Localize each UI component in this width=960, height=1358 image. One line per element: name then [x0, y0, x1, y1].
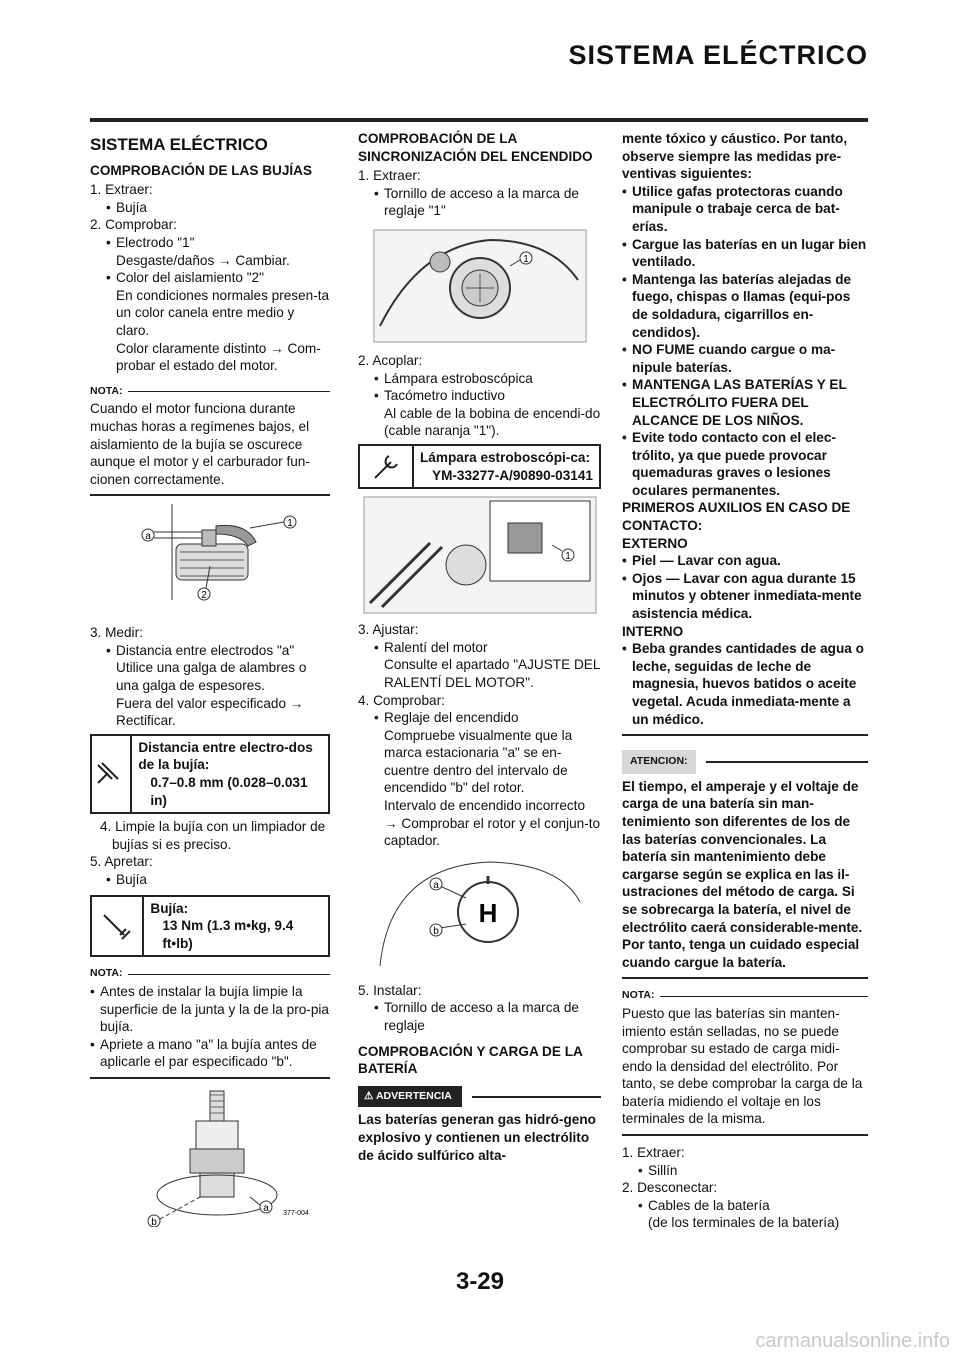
label-1: 1 [287, 518, 293, 530]
warning-bullet-1: • Utilice gafas protectoras cuando manipule o trabaje cerca de bat-erías. [622, 183, 868, 236]
step-3-detail: Utilice una galga de alambres o una galga de espesores. [116, 660, 307, 694]
spec-gap-value: 0.7–0.8 mm (0.028–0.031 in) [150, 775, 308, 808]
column-1 [90, 134, 330, 1233]
warning-label [358, 1086, 601, 1108]
spark-plug-install-illustration [100, 1087, 320, 1227]
internal-heading: INTERNO [622, 623, 684, 639]
attention-rule [706, 761, 868, 763]
section-title: SISTEMA ELÉCTRICO [90, 135, 268, 154]
nota-rule [622, 1134, 868, 1136]
nota-label: NOTA: [622, 987, 868, 1005]
label-2: 2 [201, 590, 207, 602]
step-1-item: • Tornillo de acceso a la marca de reglaje "1" [358, 185, 601, 220]
step-2-item-a: • Lámpara estroboscópica [358, 370, 601, 388]
step-4-detail: Compruebe visualmente que la marca estacionaria "a" se en-cuentre dentro del intervalo de encendido "b" del rotor. [384, 727, 573, 796]
step-2: 2. Comprobar: [90, 217, 177, 233]
warning-rule [472, 1096, 601, 1098]
first-aid-title: PRIMEROS AUXILIOS EN CASO DE CONTACTO: [622, 500, 851, 534]
step-5-item: • Tornillo de acceso a la marca de reglaje [358, 999, 601, 1034]
step-2-item-b: • Tacómetro inductivo [358, 387, 601, 405]
warning-end-rule [622, 734, 868, 736]
timing-mark-illustration [370, 856, 590, 976]
label-a-2: a [263, 1202, 269, 1214]
torque-wrench-icon [92, 897, 144, 956]
nota-text: Cuando el motor funciona durante muchas horas a regímenes bajos, el aislamiento de la bujía se oscurece aunque el motor y el carburador fun-cionen correctamente. [90, 401, 310, 487]
feeler-gauge-icon [92, 736, 132, 812]
page-number: 3-29 [455, 1268, 505, 1295]
spec-torque-title: Bujía: [150, 900, 189, 916]
step-2-item-b-detail: En condiciones normales presen-ta un color canela entre medio y claro. [116, 287, 330, 338]
subsection-title-ignition: COMPROBACIÓN DE LA SINCRONIZACIÓN DEL ENCENDIDO [358, 131, 593, 164]
warning-bullet-3: • Mantenga las baterías alejadas de fuego, chispas o llamas (equi-pos de soldadura, cigarrillos en-cendidos). [622, 271, 868, 341]
step-1: 1. Extraer: [622, 1145, 685, 1161]
step-3-detail: Consulte el apartado "AJUSTE DEL RALENTÍ DEL MOTOR". [384, 657, 600, 690]
label-1: 1 [522, 253, 529, 265]
step-2-item-b-detail-2: Color claramente distinto → Com-probar el estado del motor. [116, 340, 321, 374]
step-2-item: • Cables de la batería [622, 1197, 868, 1215]
spec-strobe-title: Lámpara estroboscópi-ca: [420, 449, 590, 465]
spec-box-torque [90, 895, 330, 958]
step-1-item: • Bujía [90, 199, 330, 217]
step-5-item: • Bujía [90, 871, 330, 889]
step-5: 5. Apretar: [90, 854, 153, 870]
label-1-b: 1 [564, 551, 571, 563]
warning-bullet-5: • MANTENGA LAS BATERÍAS Y EL ELECTRÓLITO FUERA DEL ALCANCE DE LOS NIÑOS. [622, 376, 868, 429]
spec-box-gap [90, 734, 330, 814]
label-a: a [432, 879, 439, 891]
external-heading: EXTERNO [622, 535, 688, 551]
step-4-detail-2: Intervalo de encendido incorrecto → Comprobar el rotor y el conjun-to captador. [384, 798, 601, 849]
attention-label [622, 750, 868, 774]
subsection-title: COMPROBACIÓN DE LAS BUJÍAS [90, 162, 313, 178]
step-1-item: • Sillín [622, 1162, 868, 1180]
label-b: b [151, 1216, 157, 1227]
nota-rule [90, 494, 330, 496]
attention-badge: ATENCION: [622, 750, 696, 774]
step-3-item: • Distancia entre electrodos "a" [90, 642, 330, 660]
attention-text: El tiempo, el amperaje y el voltaje de carga de una batería sin man-tenimiento son diferentes de los de las baterías convencionales. La batería sin mantenimiento debe cargarse según se explica en las il-ustraciones del método de carga. Si se sobrecarga la batería, el nivel de electrólito caerá considerable-mente. Por tanto, tenga un cuidado especial cuando cargue la batería. [622, 778, 863, 970]
attention-end-rule [622, 977, 868, 979]
nota-label: NOTA: [90, 383, 330, 401]
column-2 [358, 130, 601, 1164]
nota-text: Puesto que las baterías sin manten-imiento están selladas, no se puede comprobar su estado de carga midi-endo la densidad del electrólito. Por tanto, se debe comprobar la carga de la batería midiendo el voltaje en los terminales de la misma. [622, 1005, 863, 1127]
warning-bullet-2: • Cargue las baterías en un lugar bien ventilado. [622, 236, 868, 271]
label-b: b [432, 925, 439, 937]
step-3-detail-2: Fuera del valor especificado → Rectificar. [116, 695, 304, 729]
figure-code: 377-004 [283, 1209, 309, 1217]
step-2: 2. Desconectar: [622, 1180, 718, 1196]
strobe-connection-photo [362, 495, 598, 615]
step-2-item-b: • Color del aislamiento "2" [90, 269, 330, 287]
step-2-item-a-detail: Desgaste/daños → Cambiar. [116, 252, 290, 268]
step-2: 2. Acoplar: [358, 352, 423, 368]
nota-rule-2 [90, 1077, 330, 1079]
watermark: carmanualsonline.info [755, 1330, 950, 1352]
spec-box-strobe [358, 444, 601, 489]
step-4-item: • Reglaje del encendido [358, 709, 601, 727]
step-3: 3. Ajustar: [358, 622, 419, 638]
spec-strobe-value: YM-33277-A/90890-03141 [432, 467, 593, 483]
spark-plug-illustration [110, 504, 310, 604]
nota-bullet-1: • Antes de instalar la bujía limpie la superficie de la junta y la de la pro-pia bujía. [90, 983, 330, 1036]
step-5: 5. Instalar: [358, 982, 422, 998]
warning-continued: mente tóxico y cáustico. Por tanto, observe siempre las medidas pre-ventivas siguientes: [622, 131, 848, 182]
column-3 [622, 130, 868, 1232]
step-2-item-b-detail: Al cable de la bobina de encendi-do (cable naranja "1"). [384, 405, 601, 439]
wrench-icon [360, 446, 414, 487]
nota-label-2: NOTA: [90, 965, 330, 983]
step-1: 1. Extraer: [90, 182, 153, 198]
nota-bullet-2: • Apriete a mano "a" la bujía antes de aplicarle el par especificado "b". [90, 1036, 330, 1071]
step-2-item-a: • Electrodo "1" [90, 234, 330, 252]
timing-mark-h: H [478, 897, 497, 928]
warning-bullet-6: • Evite todo contacto con el elec-trólito, ya que puede provocar quemaduras graves o lesiones oculares permanentes. [622, 429, 868, 499]
header-rule [90, 118, 868, 122]
step-2-detail: (de los terminales de la batería) [648, 1215, 840, 1231]
subsection-title-battery: COMPROBACIÓN Y CARGA DE LA BATERÍA [358, 1043, 583, 1077]
warning-badge: ⚠ ADVERTENCIA [358, 1086, 462, 1108]
page-header-title: SISTEMA ELÉCTRICO [568, 40, 868, 70]
step-3: 3. Medir: [90, 625, 143, 641]
external-bullet-1: • Piel — Lavar con agua. [622, 552, 868, 570]
spec-gap-title: Distancia entre electro-dos de la bujía: [138, 739, 313, 773]
step-4: 4. Limpie la bujía con un limpiador de bujías si es preciso. [100, 819, 326, 852]
warning-text: Las baterías generan gas hidró-geno explosivo y contienen un electrólito de ácido sulfúrico alta- [358, 1112, 596, 1163]
label-a: a [145, 531, 151, 543]
engine-cover-photo [370, 226, 590, 346]
step-4: 4. Comprobar: [358, 692, 445, 708]
internal-bullet-1: • Beba grandes cantidades de agua o leche, seguidas de leche de magnesia, huevos batidos o aceite vegetal. Acuda inmediata-mente a un médico. [622, 640, 868, 728]
external-bullet-2: • Ojos — Lavar con agua durante 15 minutos y obtener inmediata-mente asistencia médica. [622, 570, 868, 623]
step-1: 1. Extraer: [358, 168, 421, 184]
step-3-item: • Ralentí del motor [358, 639, 601, 657]
warning-bullet-4: • NO FUME cuando cargue o ma-nipule baterías. [622, 341, 868, 376]
spec-torque-value: 13 Nm (1.3 m•kg, 9.4 ft•lb) [162, 918, 294, 951]
